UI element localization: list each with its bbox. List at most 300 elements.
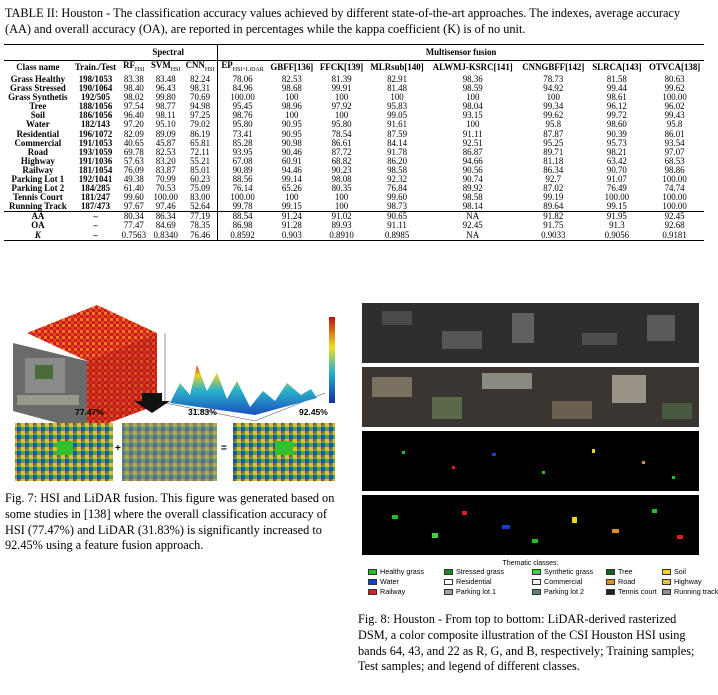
table-cell: 82.53 <box>155 146 176 157</box>
table-cell: 83.00 <box>183 193 218 202</box>
table-cell: 0.8592 <box>230 229 255 240</box>
legend-swatch <box>444 579 453 585</box>
figure-8 <box>362 303 718 606</box>
table-cell: 88.54 <box>232 211 253 222</box>
table-cell: 55.21 <box>183 157 218 166</box>
table-summary <box>4 212 704 240</box>
table-cell: 40.65 <box>123 137 144 148</box>
table-cell: 97.54 <box>123 101 144 112</box>
table-cell: 78.54 <box>331 128 352 139</box>
spectral-group-header: Spectral <box>119 45 217 61</box>
table-cell: 86.01 <box>664 128 685 139</box>
table-cell: 100 <box>285 92 299 103</box>
legend-swatch <box>444 569 453 575</box>
column-header: CNNGBFF[142] <box>522 62 585 73</box>
row-label: K <box>34 229 41 240</box>
table-cell: 67.08 <box>232 155 253 166</box>
table-cell: 90.98 <box>281 137 302 148</box>
table-cell: 0.7563 <box>121 229 147 240</box>
table-cell: 98.68 <box>281 83 302 94</box>
table-cell: NA <box>466 211 480 222</box>
column-header: ALWMJ-KSRC[141] <box>432 62 513 73</box>
table-cell: 81.58 <box>606 73 627 84</box>
table-cell: 98.60 <box>606 119 627 130</box>
row-label: OA <box>31 220 45 231</box>
legend-swatch <box>662 579 671 585</box>
row-label: Grass Stressed <box>9 83 66 94</box>
table-cell: 100 <box>285 110 299 121</box>
legend-grid <box>362 567 718 596</box>
legend-label: Synthetic grass <box>544 567 594 576</box>
table-cell: 98.40 <box>123 83 144 94</box>
table-cell: – <box>93 211 98 222</box>
table-cell: 76.14 <box>232 183 253 194</box>
table-cell: – <box>93 229 98 240</box>
table-cell: 100 <box>390 92 404 103</box>
fig7-illustration <box>5 303 345 483</box>
legend-label: Parking lot 1 <box>456 587 496 596</box>
table-cell: 97.46 <box>155 201 176 212</box>
table-cell: 70.53 <box>155 183 176 194</box>
legend-swatch <box>532 589 541 595</box>
table-cell: 99.44 <box>606 83 627 94</box>
legend-label: Road <box>618 577 636 586</box>
table-cell: 94.92 <box>543 83 564 94</box>
equals-sign: = <box>221 443 227 454</box>
legend-title: Thematic classes: <box>502 560 559 567</box>
table-cell: 87.87 <box>543 128 564 139</box>
table-cell: 80.63 <box>664 73 685 84</box>
column-header: SLRCA[143] <box>592 62 642 73</box>
table-cell: 100 <box>334 201 349 212</box>
table-cell: 87.59 <box>387 128 408 139</box>
hsi-accuracy-label: 77.47% <box>75 407 104 417</box>
table-cell: 96.12 <box>606 101 627 112</box>
legend-label: Stressed grass <box>456 567 504 576</box>
table-cell: 63.42 <box>606 155 627 166</box>
table-cell: 97.25 <box>183 111 218 120</box>
table-cell: 93.15 <box>462 110 483 121</box>
table-cell: 100 <box>334 192 349 203</box>
table-cell: 61.40 <box>123 183 144 194</box>
table-cell: 100.00 <box>604 192 630 203</box>
table-cell: 100 <box>546 92 560 103</box>
table-cell: 90.95 <box>281 128 302 139</box>
column-header-row <box>4 61 704 75</box>
table-cell: 90.74 <box>462 174 483 184</box>
table-cell: 99.60 <box>123 192 144 203</box>
legend-item <box>368 577 444 586</box>
table-cell: 70.99 <box>155 174 176 184</box>
row-label: Soil <box>30 110 45 121</box>
table-cell: 87.02 <box>543 183 564 194</box>
table-cell: 98.77 <box>155 101 176 112</box>
table-cell: 98.08 <box>331 174 352 184</box>
lidar-accuracy-label: 31.83% <box>188 407 217 417</box>
table-cell: 98.58 <box>387 164 408 175</box>
column-header: Train./Test <box>74 62 117 73</box>
legend-item <box>532 587 606 596</box>
table-cell: 80.34 <box>123 211 144 222</box>
table-cell: 90.70 <box>606 164 627 175</box>
legend-item <box>444 567 532 576</box>
table-cell: 92.45 <box>664 211 685 222</box>
table-cell: 100 <box>285 192 299 203</box>
table-cell: 86.34 <box>543 164 564 175</box>
test-samples-image <box>362 495 699 555</box>
table-cell: 187/473 <box>80 201 111 212</box>
table-cell: 99.14 <box>281 174 302 184</box>
lidar-dsm-image <box>362 303 699 363</box>
legend-item <box>368 587 444 596</box>
row-label: Grass Synthetis <box>8 92 68 103</box>
plus-sign: + <box>115 443 121 454</box>
legend-label: Water <box>380 577 399 586</box>
table-cell: 100.00 <box>153 192 178 203</box>
table-cell: 99.19 <box>543 192 564 203</box>
table-cell: 77.47 <box>123 220 144 231</box>
table-cell: 65.26 <box>281 183 302 194</box>
table-body <box>4 75 704 212</box>
table-cell: 98.59 <box>462 83 483 94</box>
table-cell: 0.9056 <box>604 229 630 240</box>
table-cell: 91.3 <box>609 220 625 231</box>
table-cell: 91.82 <box>543 211 564 222</box>
legend-item <box>368 567 444 576</box>
table-cell: 99.62 <box>664 83 685 94</box>
legend-label: Running track <box>674 587 718 596</box>
table-cell: 98.04 <box>462 101 483 112</box>
table-cell: 86.98 <box>232 220 253 231</box>
table-cell: 99.15 <box>281 201 302 212</box>
table-cell: 181/1054 <box>78 164 113 175</box>
table-cell: 92.7 <box>545 174 562 184</box>
table-cell: 0.8985 <box>384 229 410 240</box>
table-cell: 93.54 <box>664 137 685 148</box>
table-cell: 78.06 <box>232 73 253 84</box>
table-cell: NA <box>466 229 480 240</box>
table-cell: 98.02 <box>123 92 144 103</box>
table-cell: 86.61 <box>331 137 352 148</box>
table-cell: 100 <box>466 119 480 130</box>
table-cell: 98.36 <box>462 73 483 84</box>
summary-row <box>4 221 704 230</box>
table-cell: 91.11 <box>462 128 483 139</box>
table-cell: 99.62 <box>543 110 564 121</box>
legend-item <box>532 567 606 576</box>
table-cell: 192/1041 <box>78 174 113 184</box>
column-header: $EP_{HSI+LiDAR}$ <box>221 60 264 73</box>
table-cell: 99.15 <box>606 201 627 212</box>
table-cell: 80.35 <box>331 183 352 194</box>
table-cell: 81.39 <box>331 73 352 84</box>
table-cell: 100.00 <box>662 174 687 184</box>
legend-item <box>606 587 662 596</box>
column-header: $CNN_{HSI}$ <box>183 61 218 75</box>
legend-item <box>606 577 662 586</box>
results-table <box>4 44 704 241</box>
table-cell: 95.80 <box>331 119 352 130</box>
legend-label: Residential <box>456 577 492 586</box>
table-cell: 70.69 <box>183 93 218 102</box>
column-header: OTVCA[138] <box>648 62 701 73</box>
table-cell: 0.9033 <box>541 229 566 240</box>
table-cell: 100.00 <box>230 92 255 103</box>
row-label: Residential <box>16 128 60 139</box>
table-cell: 193/1059 <box>78 146 113 157</box>
table-cell: – <box>93 220 98 231</box>
row-label: Road <box>27 146 48 157</box>
table-cell: 89.09 <box>155 128 176 139</box>
table-cell: 84.96 <box>232 83 253 94</box>
fig8-caption: Fig. 8: Houston - From top to bottom: LiDAR-derived rasterized DSM, a color composite illustration of the CSI Houston HSI using bands 64, 43, and 22 as R, G, and B, respectively; Training samples; Test samples; and legend of different classes. <box>358 612 695 674</box>
table-cell: 86.34 <box>155 211 176 222</box>
table-cell: 100 <box>334 92 349 103</box>
table-cell: 68.53 <box>664 155 685 166</box>
table-cell: 99.43 <box>664 110 685 121</box>
table-cell: 78.35 <box>183 221 218 230</box>
table-cell: 191/1036 <box>78 155 113 166</box>
table-cell: 49.38 <box>123 174 144 184</box>
row-label: Parking Lot 1 <box>11 174 65 184</box>
table-cell: 83.20 <box>155 155 176 166</box>
table-cell: 198/1053 <box>78 73 113 84</box>
table-cell: 95.8 <box>666 119 683 130</box>
table-cell: 90.46 <box>281 146 302 157</box>
table-cell: 81.18 <box>543 155 564 166</box>
legend-label: Highway <box>674 577 702 586</box>
table-cell: 181/247 <box>80 192 111 203</box>
legend-swatch <box>662 589 671 595</box>
row-label: Grass Healthy <box>10 73 66 84</box>
legend-swatch <box>444 589 453 595</box>
table-cell: 76.84 <box>387 183 408 194</box>
table-cell: 69.78 <box>123 146 144 157</box>
table-cell: 0.8910 <box>329 229 354 240</box>
table-cell: 82.09 <box>123 128 144 139</box>
legend-item <box>606 567 662 576</box>
table-cell: 45.87 <box>155 137 176 148</box>
table-cell: 95.8 <box>545 119 562 130</box>
legend-swatch <box>532 569 541 575</box>
row-label: Commercial <box>14 137 62 148</box>
table-cell: 100.00 <box>230 192 255 203</box>
table-cell: 182/143 <box>80 119 111 130</box>
table-cell: 95.45 <box>232 101 253 112</box>
table-cell: 196/1072 <box>78 128 113 139</box>
table-cell: 89.64 <box>543 201 564 212</box>
legend-item <box>532 577 606 586</box>
table-cell: 188/1056 <box>78 101 113 112</box>
table-cell: 91.28 <box>281 220 302 231</box>
legend-label: Commercial <box>544 577 583 586</box>
legend-swatch <box>368 579 377 585</box>
table-cell: 99.80 <box>155 92 176 103</box>
row-label: Water <box>26 119 50 130</box>
table-cell: 95.10 <box>155 119 176 130</box>
thematic-legend <box>362 559 718 606</box>
legend-item <box>444 577 532 586</box>
table-cell: 98.14 <box>462 201 483 212</box>
legend-item <box>444 587 532 596</box>
table-cell: 68.82 <box>331 155 352 166</box>
table-cell: 96.40 <box>123 110 144 121</box>
table-cell: 99.91 <box>331 83 352 94</box>
table-cell: 91.75 <box>543 220 564 231</box>
table-cell: 97.07 <box>664 146 685 157</box>
table-cell: 98.58 <box>462 192 483 203</box>
table-cell: 184/285 <box>80 183 111 194</box>
table-cell: 192/505 <box>80 92 111 103</box>
table-cell: 100 <box>466 92 480 103</box>
table-cell: 90.65 <box>387 211 408 222</box>
row-label: Tennis Court <box>12 192 63 203</box>
table-cell: 76.09 <box>123 164 144 175</box>
table-cell: 90.39 <box>606 128 627 139</box>
column-header: Class name <box>16 62 60 73</box>
legend-item <box>662 587 718 596</box>
table-cell: 85.01 <box>183 166 218 175</box>
table-cell: 91.95 <box>606 211 627 222</box>
table-cell: 98.86 <box>664 164 685 175</box>
table-cell: 90.89 <box>232 164 253 175</box>
legend-swatch <box>368 589 377 595</box>
legend-swatch <box>662 569 671 575</box>
table-cell: 98.31 <box>183 84 218 93</box>
table-cell: 99.34 <box>543 101 564 112</box>
table-cell: 98.76 <box>232 110 253 121</box>
table-cell: 82.53 <box>281 73 302 84</box>
table-cell: 99.05 <box>387 110 408 121</box>
legend-item <box>662 577 712 586</box>
table-cell: 96.43 <box>155 83 176 94</box>
table-cell: 85.28 <box>232 137 253 148</box>
table-cell: 99.78 <box>232 201 253 212</box>
fusion-group-header: Multisensor fusion <box>425 47 497 57</box>
row-label: AA <box>31 211 45 222</box>
table-cell: 0.9181 <box>662 229 687 240</box>
table-cell: 92.32 <box>387 174 408 184</box>
table-cell: 0.903 <box>281 229 302 240</box>
column-header: $RF_{HSI}$ <box>123 60 145 73</box>
table-cell: 95.83 <box>387 101 408 112</box>
table-cell: 83.38 <box>123 73 144 84</box>
legend-label: Soil <box>674 567 686 576</box>
table-cell: 98.21 <box>606 146 627 157</box>
column-header: FFCK[139] <box>319 62 364 73</box>
table-cell: 94.46 <box>281 164 302 175</box>
table-cell: 60.91 <box>281 155 302 166</box>
legend-swatch <box>606 579 615 585</box>
table-cell: 91.11 <box>387 220 407 231</box>
training-samples-image <box>362 431 699 491</box>
legend-swatch <box>532 579 541 585</box>
table-cell: 95.80 <box>232 119 253 130</box>
table-cell: 94.98 <box>183 102 218 111</box>
legend-swatch <box>368 569 377 575</box>
table-cell: 89.71 <box>543 146 564 157</box>
table-cell: 72.11 <box>183 148 218 157</box>
table-cell: 100.00 <box>662 92 687 103</box>
table-cell: 90.56 <box>462 164 483 175</box>
table-cell: 52.64 <box>183 202 218 212</box>
table-cell: 97.20 <box>123 119 144 130</box>
table-cell: 93.95 <box>232 146 253 157</box>
table-cell: 84.14 <box>387 137 408 148</box>
hsi-color-composite-image <box>362 367 699 427</box>
table-cell: 100 <box>334 110 349 121</box>
table-cell: 76.46 <box>183 231 218 241</box>
table-row <box>4 202 704 212</box>
table-cell: 190/1064 <box>78 83 113 94</box>
table-cell: 82.91 <box>387 73 408 84</box>
legend-label: Tennis court <box>618 587 657 596</box>
table-cell: 97.92 <box>331 101 352 112</box>
table-cell: 94.66 <box>462 155 483 166</box>
table-cell: 65.81 <box>183 139 218 148</box>
table-cell: 83.87 <box>155 164 176 175</box>
legend-label: Tree <box>618 567 633 576</box>
table-cell: 186/1056 <box>78 110 113 121</box>
figure-7 <box>5 303 345 483</box>
table-cell: 0.8340 <box>153 229 178 240</box>
table-cell: 96.02 <box>664 101 685 112</box>
table-cell: 57.63 <box>123 155 144 166</box>
table-cell: 100.00 <box>662 192 687 203</box>
table-cell: 89.92 <box>462 183 483 194</box>
table-cell: 89.93 <box>331 220 352 231</box>
legend-swatch <box>606 569 615 575</box>
legend-swatch <box>606 589 615 595</box>
results-table-wrapper <box>4 44 704 241</box>
summary-row <box>4 212 704 222</box>
table-cell: 92.68 <box>664 220 685 231</box>
table-cell: 91.07 <box>606 174 627 184</box>
fused-accuracy-label: 92.45% <box>299 407 328 417</box>
legend-label: Healthy grass <box>380 567 424 576</box>
table-cell: 78.73 <box>543 73 564 84</box>
table-cell: 90.23 <box>331 164 352 175</box>
summary-row <box>4 231 704 241</box>
row-label: Tree <box>29 101 47 112</box>
table-cell: 74.74 <box>664 183 685 194</box>
table-cell: 75.09 <box>183 184 218 193</box>
legend-label: Parking lot 2 <box>544 587 584 596</box>
table-cell: 76.49 <box>606 183 627 194</box>
table-cell: 92.51 <box>462 137 483 148</box>
column-header: $SVM_{HSI}$ <box>150 60 181 73</box>
table-cell: 88.56 <box>232 174 253 184</box>
row-label: Railway <box>22 164 54 175</box>
table-caption: TABLE II: Houston - The classification accuracy values achieved by different state-of-the-art approaches. The indexes, average accuracy (AA) and overall accuracy (OA), are reported in percentages while the kappa coefficient (K) is of no unit. <box>5 6 681 36</box>
table-cell: 90.95 <box>281 119 302 130</box>
table-cell: 86.87 <box>462 146 483 157</box>
table-cell: 95.73 <box>606 137 627 148</box>
fig7-caption: Fig. 7: HSI and LiDAR fusion. This figure was generated based on some studies in [138] where the overall classification accuracy of HSI (77.47%) and LiDAR (31.83%) is significantly increased to 92.45% using a feature fusion approach. <box>5 491 335 553</box>
table-cell: 81.48 <box>387 83 408 94</box>
table-cell: 98.73 <box>387 201 408 212</box>
table-cell: 79.02 <box>183 120 218 129</box>
table-cell: 98.96 <box>281 101 302 112</box>
table-cell: 83.48 <box>155 73 176 84</box>
lidar-surface <box>165 317 335 421</box>
column-header: GBFF[136] <box>270 62 314 73</box>
table-cell: 91.24 <box>281 211 302 222</box>
table-cell: 97.67 <box>123 201 144 212</box>
table-cell: 87.72 <box>331 146 352 157</box>
table-cell: 86.20 <box>387 155 408 166</box>
legend-label: Railway <box>380 587 406 596</box>
